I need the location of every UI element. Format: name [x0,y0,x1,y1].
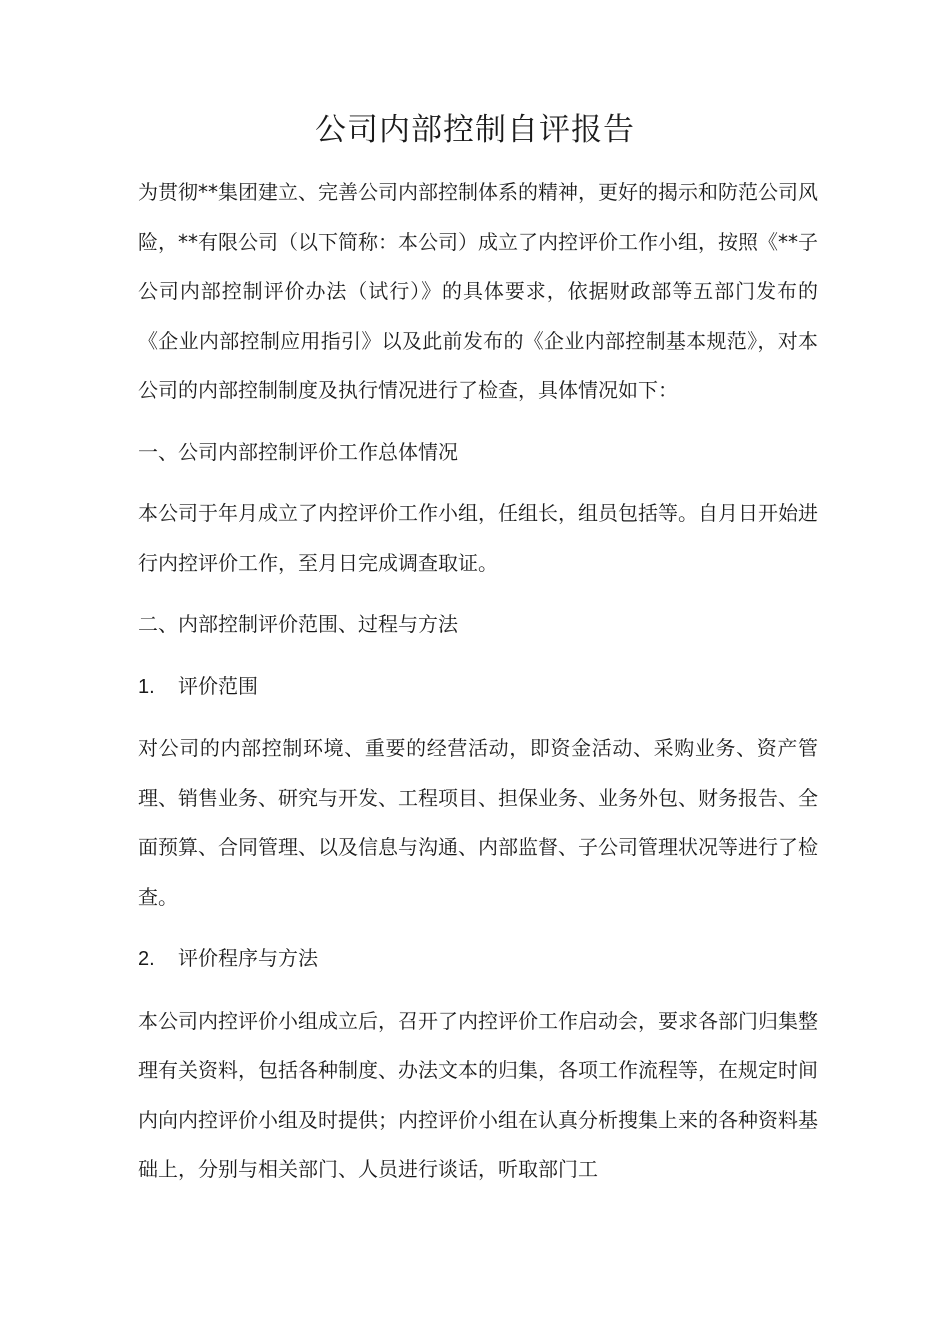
spacer [138,985,818,997]
spacer [138,922,818,934]
section1-paragraph: 本公司于年月成立了内控评价工作小组，任组长，组员包括等。自月日开始进行内控评价工作，至月日完成调查取证。 [138,501,818,575]
document-body [138,168,818,1195]
subsection1-title: 评价范围 [178,673,258,698]
subsection2-heading [138,934,818,985]
subsection1-heading [138,662,818,713]
spacer [138,416,818,428]
subsection1-number: 1. [138,675,155,698]
spacer [138,712,818,724]
document-title: 公司内部控制自评报告 [315,112,635,148]
subsection2-paragraph: 本公司内控评价小组成立后，召开了内控评价工作启动会，要求各部门归集整理有关资料，包括各种制度、办法文本的归集，各项工作流程等，在规定时间内向内控评价小组及时提供；内控评价小组在认真分析搜集上来的各种资料基础上，分别与相关部门、人员进行谈话，听取部门工 [138,1008,818,1181]
intro-paragraph: 为贯彻**集团建立、完善公司内部控制体系的精神，更好的揭示和防范公司风险，**有限公司（以下简称：本公司）成立了内控评价工作小组，按照《**子公司内部控制评价办法（试行）》的具体要求，依据财政部等五部门发布的《企业内部控制应用指引》以及此前发布的《企业内部控制基本规范》，对本公司的内部控制制度及执行情况进行了检查，具体情况如下： [138,180,818,402]
subsection1-paragraph: 对公司的内部控制环境、重要的经营活动，即资金活动、采购业务、资产管理、销售业务、研究与开发、工程项目、担保业务、业务外包、财务报告、全面预算、合同管理、以及信息与沟通、内部监督、子公司管理状况等进行了检查。 [138,736,818,909]
section2-heading: 二、内部控制评价范围、过程与方法 [138,612,458,636]
subsection2-number: 2. [138,948,155,970]
spacer [138,650,818,662]
section1-heading: 一、公司内部控制评价工作总体情况 [138,439,458,464]
subsection2-title: 评价程序与方法 [178,946,318,970]
spacer [138,588,818,600]
spacer [138,477,818,489]
